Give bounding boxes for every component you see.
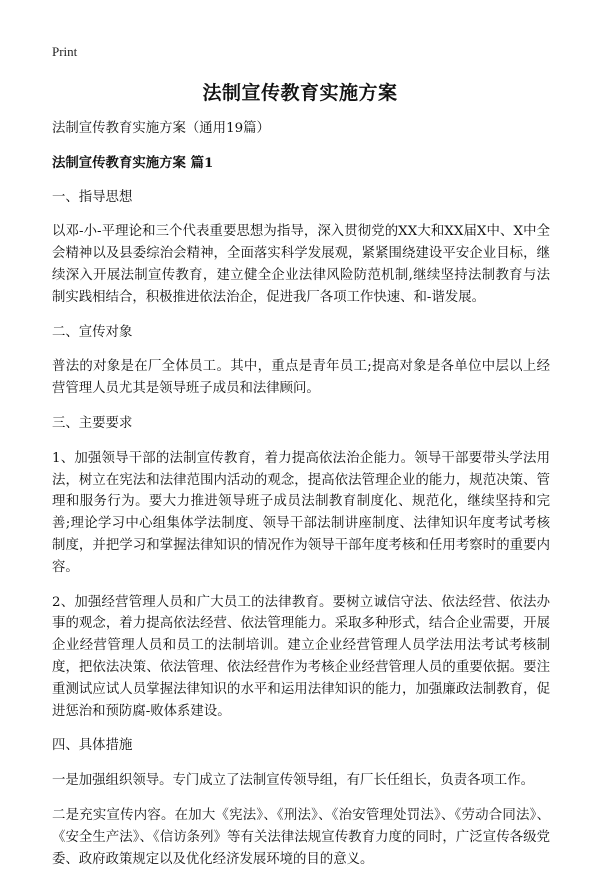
paragraph-measure-2: 二是充实宣传内容。在加大《宪法》、《刑法》、《治安管理处罚法》、《劳动合同法》、《安全生产法》、《信访条列》等有关法律法规宣传教育力度的同时，广泛宣传各级党委、政府政策规定以及优化经济发展环境的目的意义。 bbox=[52, 807, 550, 867]
paragraph-measure-1: 一是加强组织领导。专门成立了法制宣传领导组，有厂长任组长，负责各项工作。 bbox=[52, 773, 535, 789]
section-title: 法制宣传教育实施方案 篇1 bbox=[52, 154, 214, 171]
paragraph-requirement-2: 2、加强经营管理人员和广大员工的法律教育。要树立诚信守法、依法经营、依法办事的观念，着力提高依法经营、依法管理能力。采取多种形式，结合企业需要，开展企业经营管理人员和员工的法制培训。建立企业经营管理人员学法用法考试考核制度，把依法决策、依法管理、依法经营作为考核企业经营管理人员的重要依据。要注重测试应试人员掌握法律知识的水平和运用法律知识的能力，加强廉政法制教育，促进惩治和预防腐-败体系建设。 bbox=[52, 594, 550, 719]
heading-target-audience: 二、宣传对象 bbox=[52, 324, 133, 340]
heading-specific-measures: 四、具体措施 bbox=[52, 738, 133, 754]
document-body bbox=[52, 118, 550, 883]
paragraph-guiding-ideology: 以邓-小-平理论和三个代表重要思想为指导，深入贯彻党的XX大和XX届X中、X中全会精神以及县委综治会精神，全面落实科学发展观，紧紧围绕建设平安企业目标，继续深入开展法制宣传教育，建立健全企业法律风险防范机制,继续坚持法制教育与法制实践相结合，积极推进依法治企，促进我厂各项工作快速、和-谐发展。 bbox=[52, 224, 550, 305]
paragraph-target-audience: 普法的对象是在厂全体员工。其中，重点是青年员工;提高对象是各单位中层以上经营管理人员尤其是领导班子成员和法律顾问。 bbox=[52, 359, 550, 397]
document-subtitle: 法制宣传教育实施方案（通用19篇） bbox=[52, 121, 270, 136]
print-link[interactable]: Print bbox=[52, 44, 78, 59]
page-title: 法制宣传教育实施方案 bbox=[202, 82, 398, 104]
heading-main-requirements: 三、主要要求 bbox=[52, 415, 133, 431]
heading-guiding-ideology: 一、指导思想 bbox=[52, 189, 133, 205]
paragraph-requirement-1: 1、加强领导干部的法制宣传教育，着力提高依法治企能力。领导干部要带头学法用法，树立在宪法和法律范围内活动的观念，提高依法管理企业的能力，规范决策、管理和服务行为。要大力推进领导班子成员法制教育制度化、规范化，继续坚持和完善;理论学习中心组集体学法制度、领导干部法制讲座制度、法律知识年度考试考核制度，并把学习和掌握法律知识的情况作为领导干部年度考核和任用考察时的重要内容。 bbox=[52, 450, 550, 575]
